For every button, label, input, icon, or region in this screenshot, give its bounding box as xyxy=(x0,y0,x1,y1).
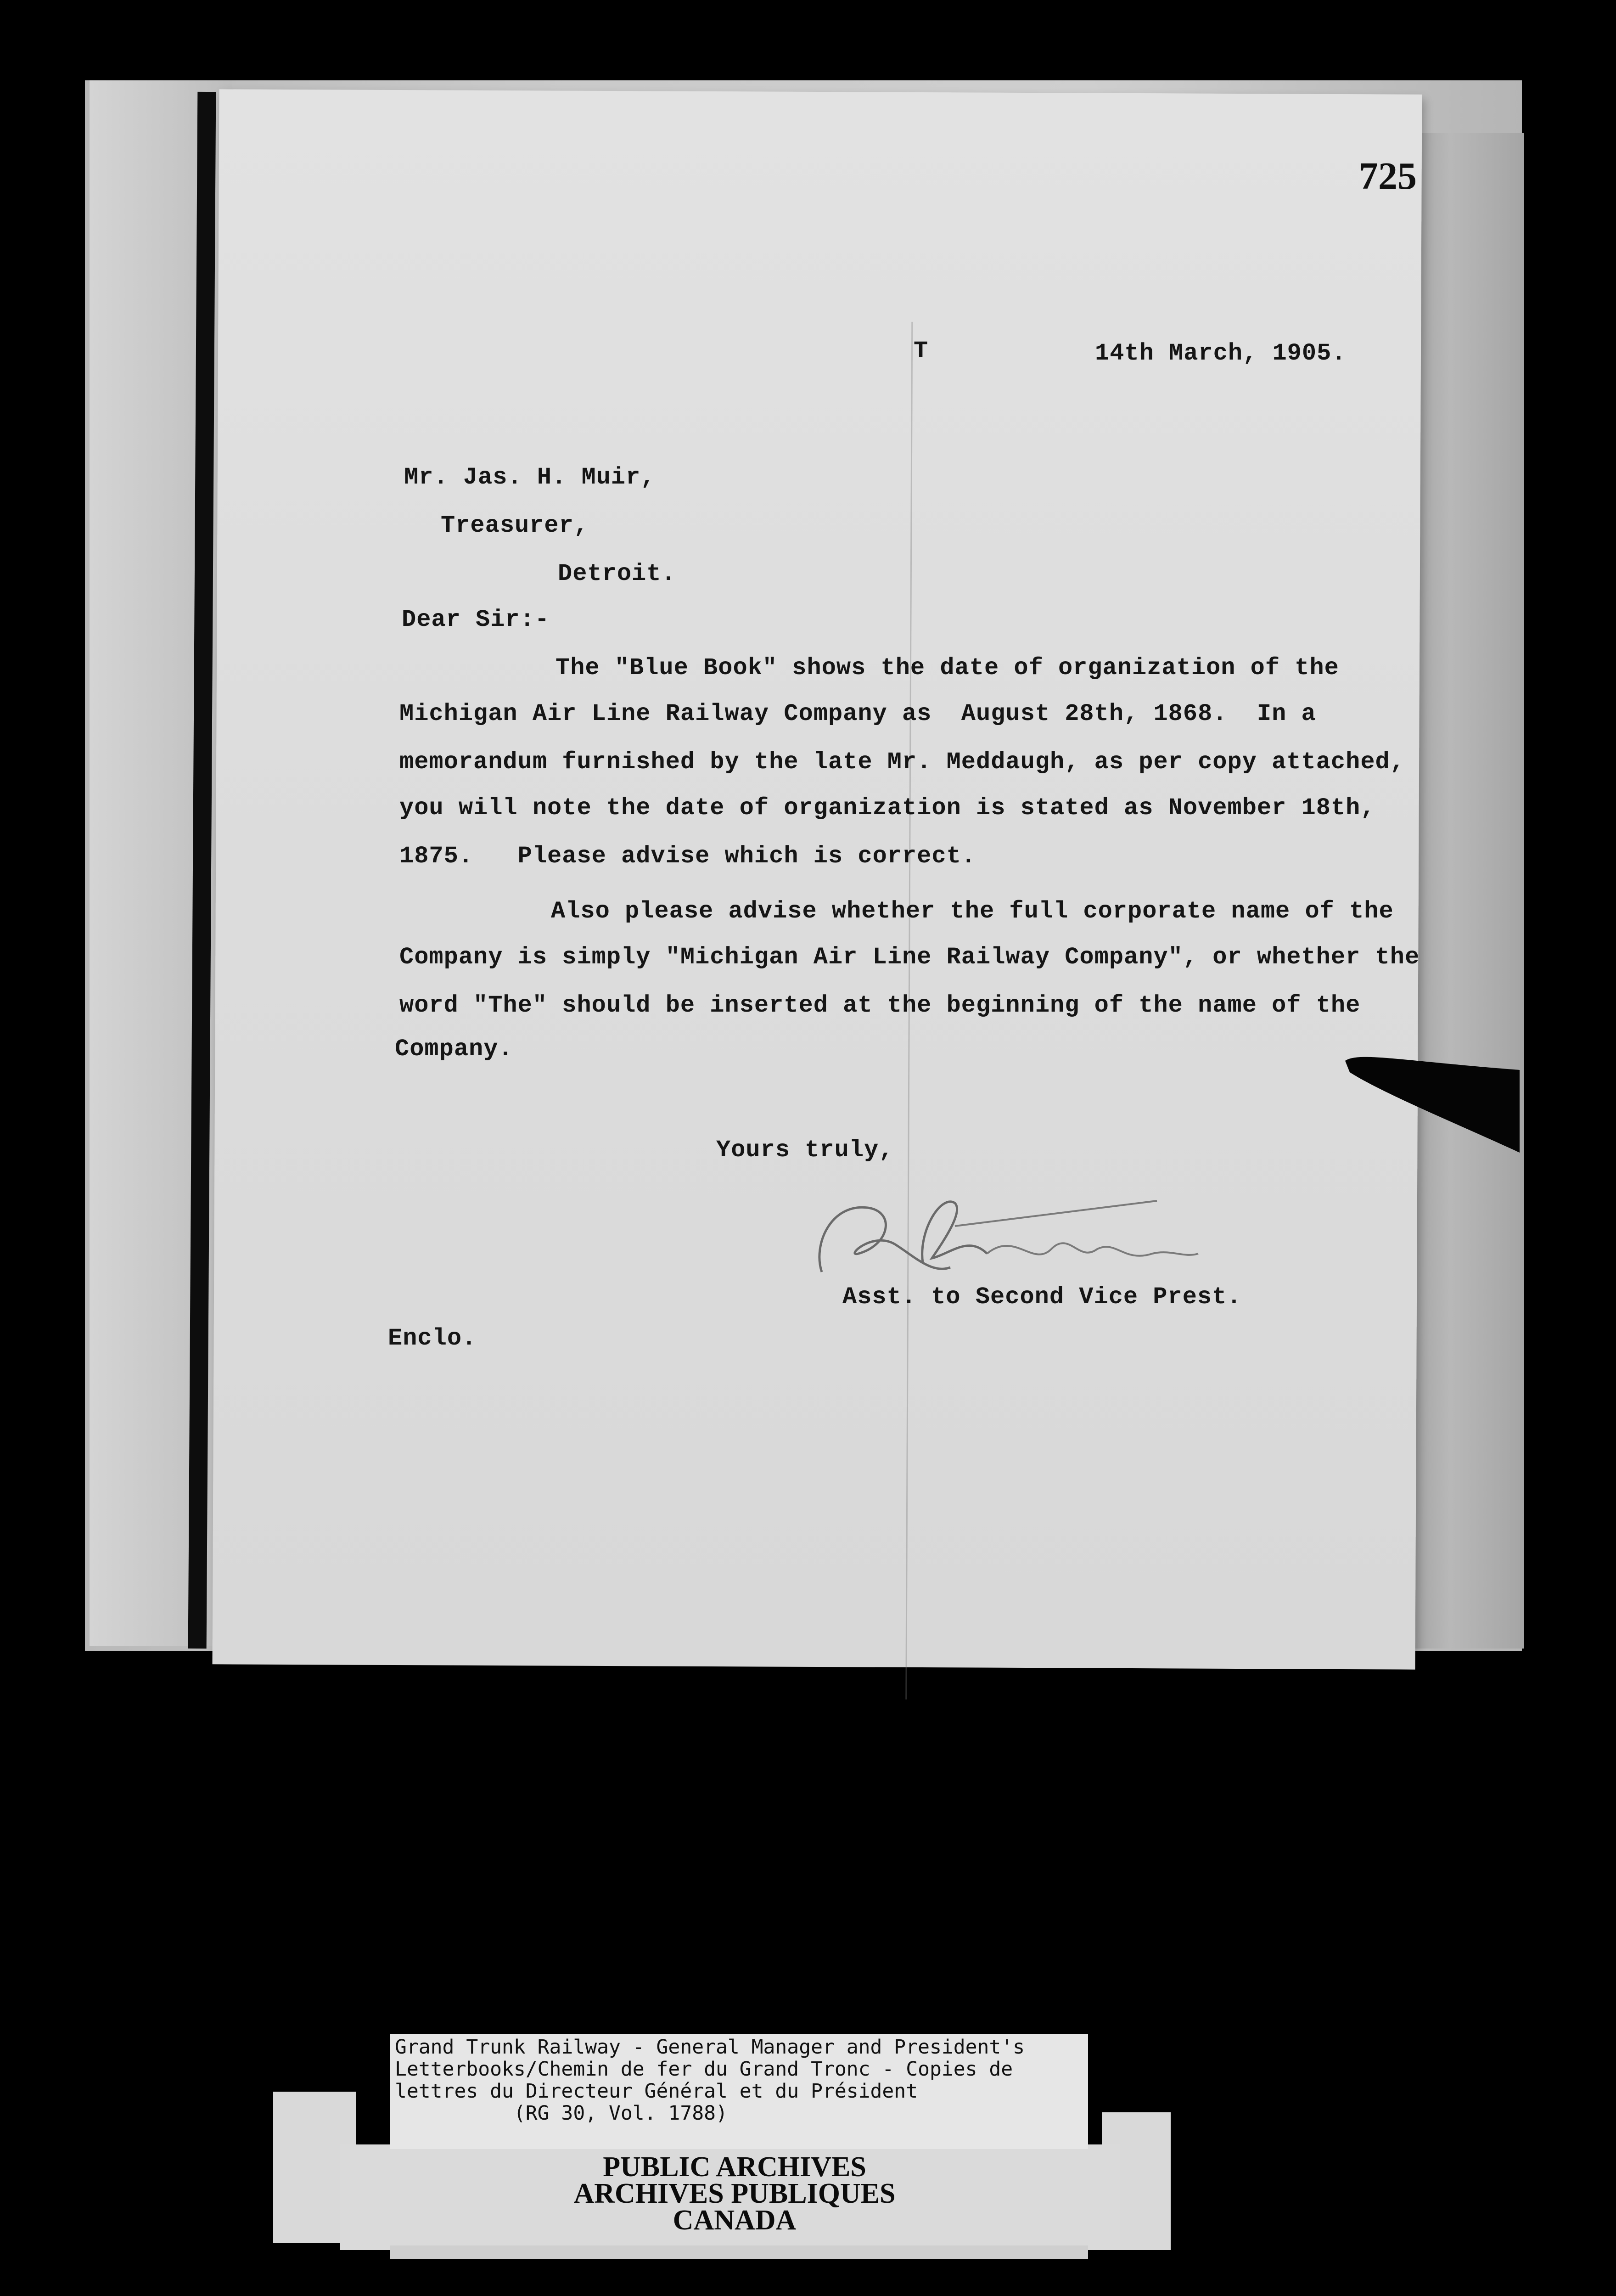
addressee-title: Treasurer, xyxy=(441,512,589,539)
closing: Yours truly, xyxy=(716,1137,894,1164)
signature-image xyxy=(803,1176,1207,1295)
body-line: Company. xyxy=(395,1035,513,1063)
addressee-city: Detroit. xyxy=(558,560,676,587)
archive-stamp-line: CANADA xyxy=(673,2205,797,2236)
archive-label xyxy=(390,2034,1088,2149)
salutation: Dear Sir:- xyxy=(402,606,550,633)
archive-label-line: Letterbooks/Chemin de fer du Grand Tronc - Copies de xyxy=(395,2058,1013,2081)
body-line: Michigan Air Line Railway Company as August 28th, 1868. In a xyxy=(399,700,1316,727)
body-line: The "Blue Book" shows the date of organization of the xyxy=(556,654,1339,681)
archive-label-line: lettres du Directeur Général et du Président xyxy=(395,2080,918,2103)
body-line: Company is simply "Michigan Air Line Railway Company", or whether the xyxy=(399,944,1420,971)
archive-label-line: (RG 30, Vol. 1788) xyxy=(395,2102,728,2125)
signer-title: Asst. to Second Vice Prest. xyxy=(842,1283,1242,1311)
enclosure-note: Enclo. xyxy=(388,1325,477,1352)
body-line: you will note the date of organization is stated as November 18th, xyxy=(399,794,1375,822)
archive-stamp xyxy=(459,2151,1010,2236)
body-line: word "The" should be inserted at the beginning of the name of the xyxy=(399,992,1361,1019)
initial-mark: T xyxy=(914,338,929,365)
stamp-strip xyxy=(390,2245,1088,2259)
addressee-name: Mr. Jas. H. Muir, xyxy=(404,464,656,491)
body-line: 1875. Please advise which is correct. xyxy=(399,843,976,870)
archive-label-line: Grand Trunk Railway - General Manager and President's xyxy=(395,2036,1025,2059)
page-number: 725 xyxy=(1359,155,1417,197)
archive-stamp-line: PUBLIC ARCHIVES xyxy=(603,2151,866,2183)
letter-date: 14th March, 1905. xyxy=(1095,340,1347,367)
pointer-object xyxy=(1345,1052,1520,1153)
body-line: memorandum furnished by the late Mr. Meddaugh, as per copy attached, xyxy=(399,748,1405,776)
body-line: Also please advise whether the full corporate name of the xyxy=(551,898,1394,925)
letter-page xyxy=(213,89,1422,1669)
archive-stamp-line: ARCHIVES PUBLIQUES xyxy=(573,2178,896,2209)
